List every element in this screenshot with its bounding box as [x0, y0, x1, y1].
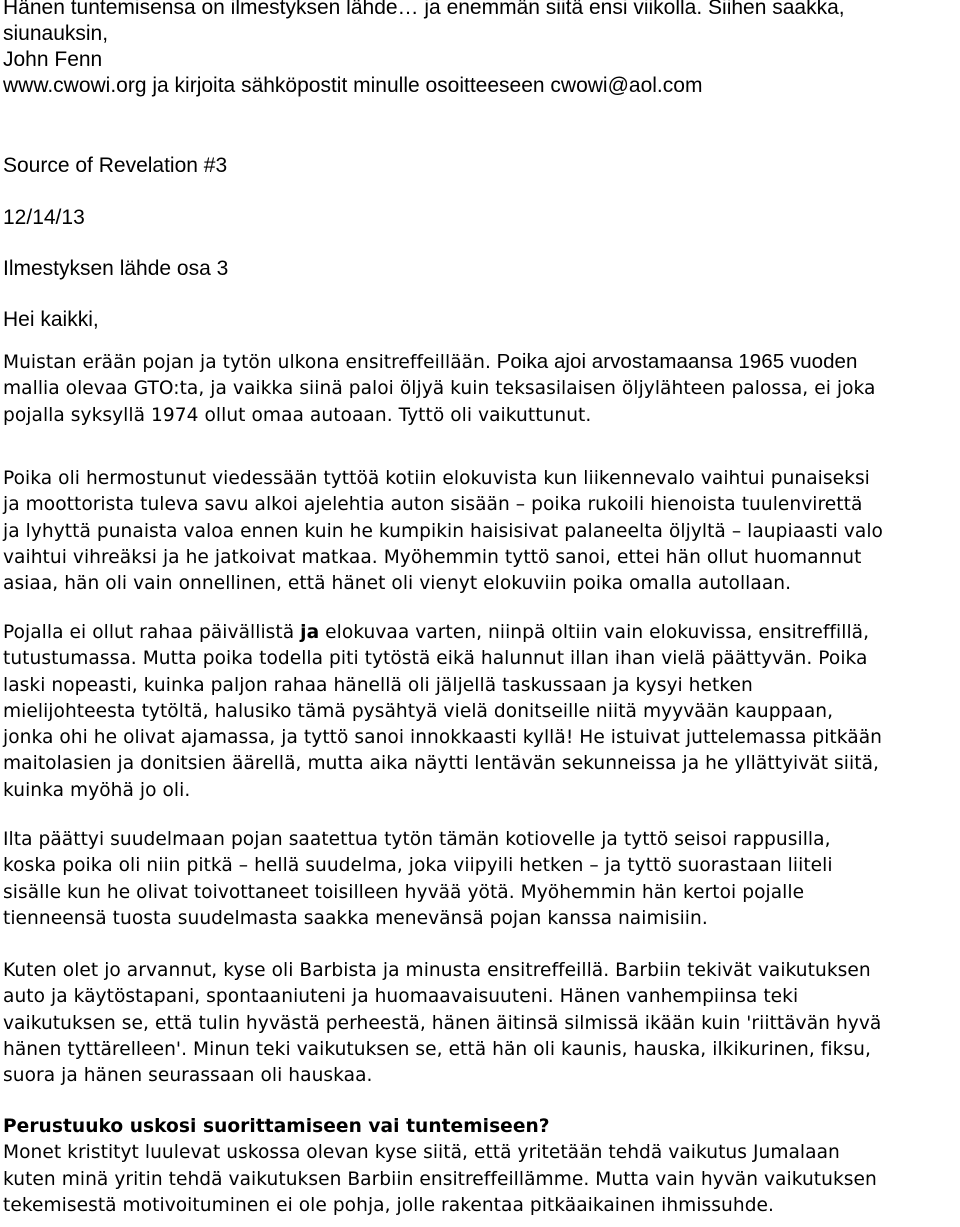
paragraph-line: laski nopeasti, kuinka paljon rahaa hänellä oli jäljellä taskussaan ja kysyi hetken [3, 674, 753, 696]
article-date: 12/14/13 [3, 206, 85, 229]
paragraph-3 [3, 620, 882, 804]
paragraph-line: ja lyhyttä punaista valoa ennen kuin he kumpikin haisisivat palaneelta öljyltä – laupiaasti valo [3, 520, 883, 542]
paragraph-line: Poika oli hermostunut viedessään tyttöä kotiin elokuvista kun liikennevalo vaihtui punaiseksi [3, 468, 870, 489]
emphasis-text: ja [300, 622, 320, 643]
contact-line: www.cwowi.org ja kirjoita sähköpostit minulle osoitteeseen cwowi@aol.com [3, 74, 703, 97]
paragraph-text: Pojalla ei ollut rahaa päivällistä [3, 622, 301, 643]
paragraph-text: Muistan erään pojan ja tytön ulkona ensitreffeillään. [3, 352, 491, 373]
paragraph-line: hänen tyttärelleen'. Minun teki vaikutuksen se, että hän oli kaunis, hauska, ilkikurinen, fiksu, [3, 1038, 871, 1060]
article-title: Source of Revelation #3 [3, 154, 228, 177]
paragraph-4 [3, 827, 833, 932]
paragraph-line: mallia olevaa GTO:ta, ja vaikka siinä paloi öljyä kuin teksasilaisen öljylähteen palossa, ei joka [3, 378, 876, 400]
paragraph-line: mielijohteesta tytöltä, halusiko tämä pysähtyä vielä donitseille niitä myyvään kauppaan, [3, 700, 834, 722]
paragraph-line [3, 620, 882, 646]
paragraph-line: suora ja hänen seurassaan oli hauskaa. [3, 1065, 373, 1087]
paragraph-line: vaihtui vihreäksi ja he jatkoivat matkaa. Myöhemmin tyttö sanoi, ettei hän ollut huomannut [3, 546, 862, 568]
paragraph-line: sisälle kun he olivat toivottaneet toisilleen hyvää yötä. Myöhemmin hän kertoi pojalle [3, 881, 805, 903]
paragraph-line: pojalla syksyllä 1974 ollut omaa autoaan. Tyttö oli vaikuttunut. [3, 404, 592, 426]
section-heading: Perustuuko uskosi suorittamiseen vai tuntemiseen? [3, 1116, 550, 1137]
paragraph-line: tienneensä tuosta suudelmasta saakka menevänsä pojan kanssa naimisiin. [3, 907, 708, 929]
paragraph-text: Poika ajoi arvostamaansa 1965 vuoden [490, 350, 858, 373]
paragraph-line: maitolasien ja donitsien äärellä, mutta aika näytti lentävän sekunneissa ja he yllättyivät siitä, [3, 753, 879, 775]
paragraph-line: kuten minä yritin tehdä vaikutuksen Barbiin ensitreffeillämme. Mutta vain hyvän vaikutuksen [3, 1168, 877, 1190]
paragraph-6 [3, 1114, 877, 1219]
closing-line: Hänen tuntemisensa on ilmestyksen lähde… ja enemmän siitä ensi viikolla. Siihen saakka, [3, 0, 845, 19]
paragraph-text: elokuvaa varten, niinpä oltiin vain elokuvissa, ensitreffillä, [319, 622, 870, 643]
paragraph-5 [3, 958, 881, 1089]
greeting: Hei kaikki, [3, 308, 99, 331]
paragraph-line: auto ja käytöstapani, spontaaniuteni ja huomaavaisuuteni. Hänen vanhempiinsa teki [3, 986, 799, 1008]
paragraph-line [3, 349, 875, 376]
article-subtitle: Ilmestyksen lähde osa 3 [3, 257, 229, 280]
closing-blessing: siunauksin, [3, 22, 109, 45]
paragraph-2 [3, 466, 883, 597]
paragraph-line: asiaa, hän oli vain onnellinen, että hänet oli vienyt elokuviin poika omalla autollaan. [3, 573, 792, 595]
paragraph-line: Ilta päättyi suudelmaan pojan saatettua tytön tämän kotiovelle ja tyttö seisoi rappusilla, [3, 829, 831, 850]
paragraph-line: vaikutuksen se, että tulin hyvästä perheestä, hänen äitinsä silmissä ikään kuin 'riittävän hyvä [3, 1012, 882, 1034]
paragraph-line: koska poika oli niin pitkä – hellä suudelma, joka viipyili hetken – ja tyttö suorastaan liiteli [3, 855, 833, 877]
paragraph-line: kuinka myöhä jo oli. [3, 779, 191, 801]
paragraph-line: ja moottorista tuleva savu alkoi ajelehtia auton sisään – poika rukoili hienoista tuulenvirettä [3, 494, 863, 516]
paragraph-line: jonka ohi he olivat ajamassa, ja tyttö sanoi innokkaasti kyllä! He istuivat juttelemassa pitkään [3, 727, 882, 749]
paragraph-1 [3, 349, 875, 429]
paragraph-line: tutustumassa. Mutta poika todella piti tytöstä eikä halunnut illan ihan vielä päättyvän. Poika [3, 648, 868, 670]
signature-name: John Fenn [3, 48, 103, 71]
paragraph-line: tekemisestä motivoituminen ei ole pohja, jolle rakentaa pitkäaikainen ihmissuhde. [3, 1194, 775, 1216]
paragraph-line: Monet kristityt luulevat uskossa olevan kyse siitä, että yritetään tehdä vaikutus Jumalaan [3, 1142, 840, 1164]
letter-closing [3, 0, 845, 99]
paragraph-line: Kuten olet jo arvannut, kyse oli Barbista ja minusta ensitreffeillä. Barbiin tekivät vaikutuksen [3, 960, 871, 981]
